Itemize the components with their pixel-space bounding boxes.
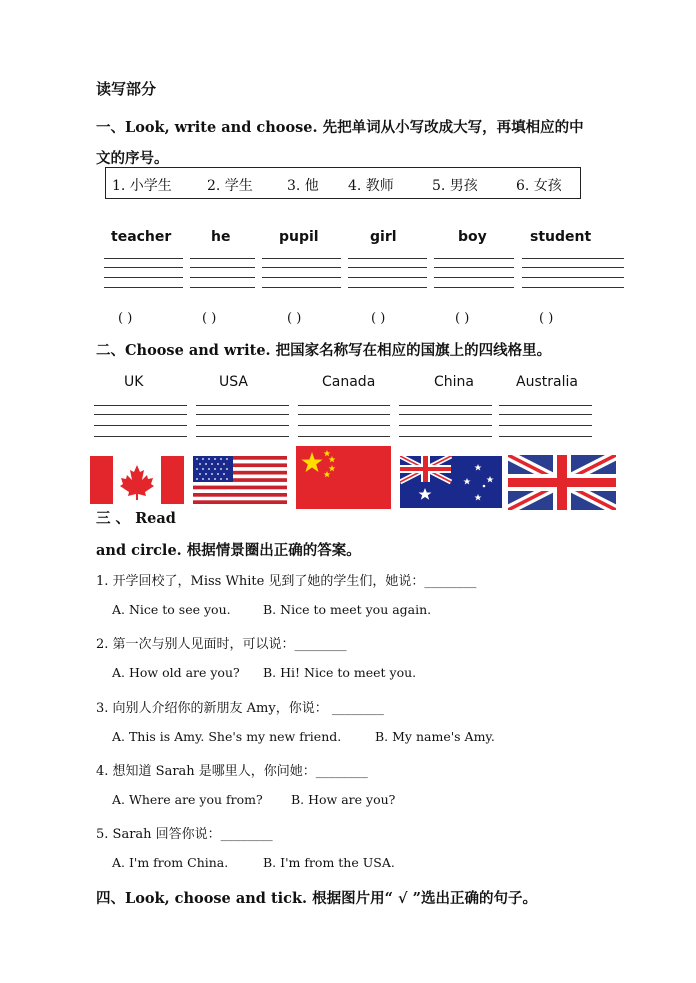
option-2: 2. 学生 [207, 178, 253, 194]
question-3: 3. 向别人介绍你的新朋友 Amy，你说： ________ [96, 701, 384, 716]
question-3-option-a[interactable]: A. This is Amy. She's my new friend. [112, 729, 342, 744]
answer-paren-2[interactable]: ( ) [202, 311, 217, 326]
country-canada: Canada [322, 374, 376, 390]
question-4-option-a[interactable]: A. Where are you from? [112, 792, 263, 807]
word-girl: girl [370, 229, 397, 245]
section3-heading-cont: and circle. 根据情景圈出正确的答案。 [96, 542, 361, 559]
country-uk: UK [124, 374, 144, 390]
canada-flag [90, 456, 184, 504]
answer-paren-5[interactable]: ( ) [455, 311, 470, 326]
uk-flag [508, 455, 616, 510]
question-1: 1. 开学回校了，Miss White 见到了她的学生们，她说：________ [96, 574, 477, 589]
country-australia: Australia [516, 374, 578, 390]
answer-paren-1[interactable]: ( ) [118, 311, 133, 326]
option-6: 6. 女孩 [516, 178, 562, 194]
option-3: 3. 他 [287, 178, 319, 194]
option-4: 4. 教师 [348, 178, 394, 194]
question-1-option-a[interactable]: A. Nice to see you. [112, 602, 231, 617]
question-1-option-b[interactable]: B. Nice to meet you again. [263, 602, 432, 617]
question-2-option-b[interactable]: B. Hi! Nice to meet you. [263, 665, 417, 680]
answer-paren-3[interactable]: ( ) [287, 311, 302, 326]
usa-flag [193, 456, 287, 504]
section1-heading-cont: 文的序号。 [96, 150, 169, 167]
question-5-option-a[interactable]: A. I'm from China. [112, 855, 229, 870]
australia-flag [400, 456, 502, 508]
answer-paren-6[interactable]: ( ) [539, 311, 554, 326]
word-pupil: pupil [279, 229, 319, 245]
question-5-option-b[interactable]: B. I'm from the USA. [263, 855, 395, 870]
options-box [105, 167, 581, 199]
country-china: China [434, 374, 474, 390]
word-boy: boy [458, 229, 487, 245]
question-2: 2. 第一次与别人见面时，可以说：________ [96, 637, 347, 652]
country-usa: USA [219, 374, 248, 390]
section2-heading: 二、Choose and write. 把国家名称写在相应的国旗上的四线格里。 [96, 342, 552, 359]
word-student: student [530, 229, 592, 245]
question-2-option-a[interactable]: A. How old are you? [112, 665, 240, 680]
section1-heading: 一、Look, write and choose. 先把单词从小写改成大写，再填相应的中 [96, 119, 584, 136]
answer-paren-4[interactable]: ( ) [371, 311, 386, 326]
question-5: 5. Sarah 回答你说：________ [96, 827, 273, 842]
word-he: he [211, 229, 231, 245]
china-flag [296, 446, 391, 509]
option-1: 1. 小学生 [112, 178, 172, 194]
question-3-option-b[interactable]: B. My name's Amy. [375, 729, 495, 744]
question-4-option-b[interactable]: B. How are you? [291, 792, 396, 807]
page-title: 读写部分 [96, 80, 157, 98]
question-4: 4. 想知道 Sarah 是哪里人，你问她：________ [96, 764, 368, 779]
section4-heading: 四、Look, choose and tick. 根据图片用“ √ ”选出正确的句子。 [96, 890, 537, 907]
section3-heading: 三 、 Read [96, 510, 176, 527]
option-5: 5. 男孩 [432, 178, 478, 194]
word-teacher: teacher [111, 229, 172, 245]
